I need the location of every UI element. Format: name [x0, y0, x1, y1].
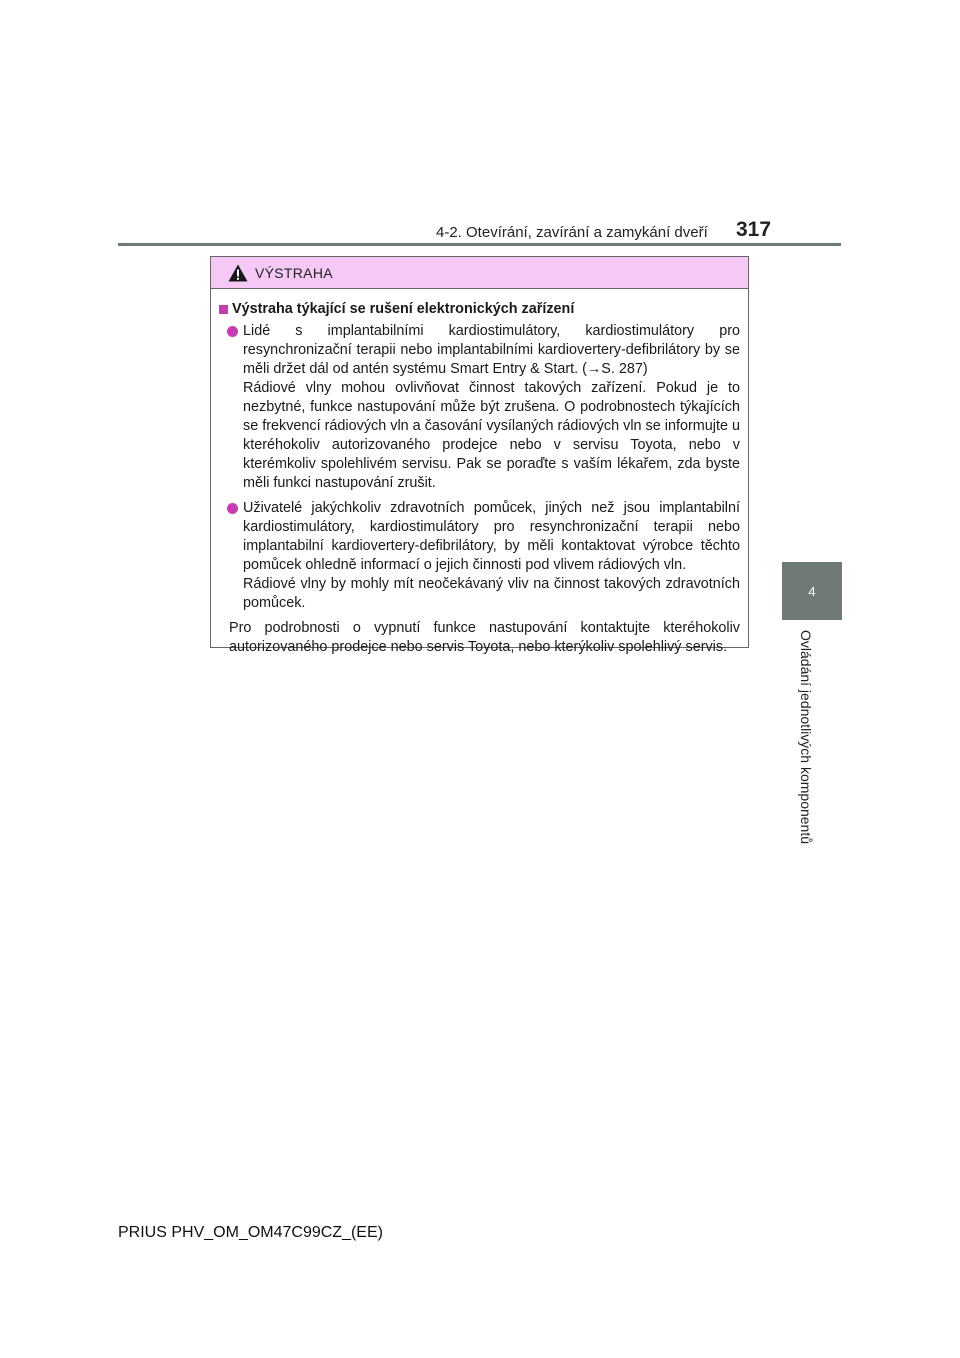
chapter-number: 4 [808, 583, 816, 599]
square-bullet-icon [219, 305, 228, 314]
document-code: PRIUS PHV_OM_OM47C99CZ_(EE) [118, 1224, 383, 1241]
warning-title: VÝSTRAHA [255, 264, 333, 281]
list-item [218, 499, 740, 613]
item-text-continued: Rádiové vlny by mohly mít neočekávaný vliv na činnost takových zdravotních pomůcek. [243, 576, 740, 611]
chapter-title: Ovládání jednotlivých komponentů [798, 630, 814, 845]
warning-box [210, 256, 749, 655]
warning-body [211, 289, 748, 657]
item-text: Lidé s implantabilními kardiostimulátory, kardiostimulátory pro resynchronizační terapii nebo implantabilními kardiovertery-defibrilátory by se měli držet dál od antén systému Smart Entry & Start. (→S. 287) [243, 323, 740, 377]
page-number: 317 [736, 218, 772, 241]
chapter-tab [782, 562, 842, 620]
circle-bullet-icon [227, 503, 238, 514]
circle-bullet-icon [227, 326, 238, 337]
list-item [218, 322, 740, 493]
item-text: Uživatelé jakýchkoliv zdravotních pomůcek, jiných než jsou implantabilní kardiostimulátory, kardiostimulátory pro resynchronizační terapii nebo implantabilní kardiovertery-defibrilátory, by měli kontaktovat výrobce těchto pomůcek ohledně informací o jejich činnosti pod vlivem rádiových vln. [243, 500, 740, 573]
warning-heading-text: Výstraha týkající se rušení elektronických zařízení [232, 301, 575, 317]
warning-triangle-icon [228, 264, 248, 282]
section-title: 4-2. Otevírání, zavírání a zamykání dveří [436, 224, 708, 241]
warning-header [211, 257, 748, 289]
header-rule [118, 243, 841, 246]
warning-note: Pro podrobnosti o vypnutí funkce nastupování kontaktujte kteréhokoliv autorizovaného prodejce nebo servis Toyota, nebo kterýkoliv spolehlivý servis. [229, 620, 740, 655]
warning-heading [218, 300, 740, 319]
item-text-continued: Rádiové vlny mohou ovlivňovat činnost takových zařízení. Pokud je to nezbytné, funkce nastupování může být zrušena. O podrobnostech týkajících se frekvencí rádiových vln a časování vysílaných rádiových vln se informujte u kteréhokoliv autorizovaného prodejce nebo v servisu Toyota, nebo v kterémkoliv spolehlivém servisu. Pak se poraďte s vaším lékařem, zda byste měli funkci nastupování zrušit. [243, 380, 740, 491]
